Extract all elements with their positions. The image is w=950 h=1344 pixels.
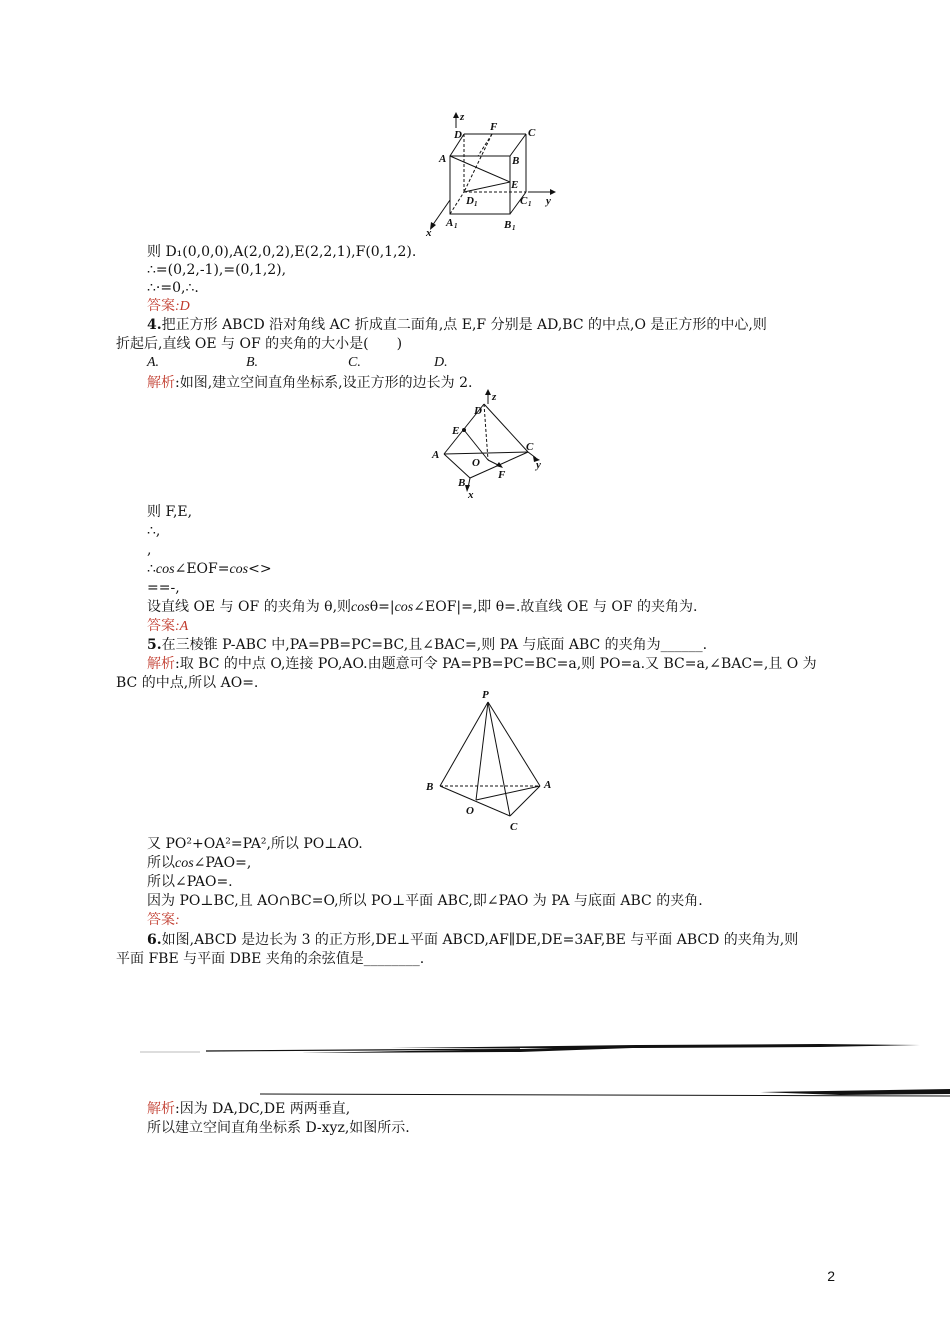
label-C1-sub: 1 [528, 200, 532, 208]
label-F: F [490, 121, 498, 133]
analysis-label: 解析 [147, 375, 175, 391]
label-A1: A [446, 217, 454, 229]
block3-line1: 又 PO²+OA²=PA²,所以 PO⊥AO. [147, 836, 363, 852]
q5-number: 5. [147, 637, 162, 653]
label-A1-sub: 1 [454, 222, 458, 230]
label-z: z [492, 391, 497, 403]
analysis-text: :如图,建立空间直角坐标系,设正方形的边长为 2. [175, 375, 473, 391]
label-y: y [536, 459, 541, 471]
block3-line3: 所以∠PAO=. [147, 874, 233, 890]
block2-line1: 则 F,E, [147, 504, 193, 520]
page-number: 2 [827, 1268, 835, 1284]
q6-number: 6. [147, 932, 162, 948]
label-D: D [454, 129, 462, 141]
label-D1-sub: 1 [474, 200, 478, 208]
label-B1: B [504, 219, 512, 231]
label-y: y [546, 195, 551, 207]
q4-analysis [147, 374, 472, 392]
scan-artifact [140, 1038, 950, 1108]
label-C: C [510, 821, 518, 833]
q4-text1: 把正方形 ABCD 沿对角线 AC 折成直二面角,点 E,F 分别是 AD,BC 的中点,O 是正方形的中心,则 [161, 317, 767, 333]
pyramid-figure [420, 688, 560, 836]
q5-line1: 5.在三棱锥 P-ABC 中,PA=PB=PC=BC,且∠BAC=,则 PA 与底面 ABC 的夹角为______. [147, 637, 708, 653]
label-C1: C [520, 195, 528, 207]
q5-analysis: 解析:取 BC 的中点 O,连接 PO,AO.由题意可令 PA=PB=PC=BC=a,则 PO=a.又 BC=a,∠BAC=,且 O 为 [147, 656, 817, 672]
label-O: O [466, 805, 474, 817]
q6-line1: 6.如图,ABCD 是边长为 3 的正方形,DE⊥平面 ABCD,AF∥DE,DE=3AF,BE 与平面 ABCD 的夹角为,则 [147, 932, 799, 948]
label-B: B [458, 477, 466, 489]
block2-line5: ==-, [147, 580, 180, 596]
label-A: A [544, 779, 552, 791]
block1-line3: ∴·=0,∴. [147, 280, 199, 296]
q4-line1 [147, 316, 767, 334]
answer-value: :D [175, 299, 190, 314]
block1-line1: 则 D₁(0,0,0),A(2,0,2),E(2,2,1),F(0,1,2). [147, 244, 417, 260]
answer-2: 答案:A [147, 618, 189, 634]
label-z: z [460, 111, 465, 123]
q6-line2: 平面 FBE 与平面 DBE 夹角的余弦值是________. [116, 951, 425, 967]
label-C: C [526, 441, 534, 453]
label-E: E [452, 425, 460, 437]
label-C: C [528, 127, 536, 139]
q4-number: 4. [147, 317, 162, 333]
block3-line2: 所以cos∠PAO=, [147, 855, 252, 871]
label-B: B [426, 781, 434, 793]
label-D1: D [466, 195, 474, 207]
block2-line6: 设直线 OE 与 OF 的夹角为 θ,则cosθ=|cos∠EOF|=,即 θ=.故直线 OE 与 OF 的夹角为. [147, 599, 698, 615]
q5-analysis-cont: BC 的中点,所以 AO=. [116, 675, 259, 691]
label-B: B [512, 155, 520, 167]
cube-figure [420, 110, 560, 240]
q4-option-b: B. [246, 355, 259, 370]
label-E: E [511, 179, 519, 191]
q4-option-c: C. [348, 355, 361, 370]
label-A: A [439, 153, 447, 165]
label-O: O [472, 457, 480, 469]
q6-analysis: 解析:因为 DA,DC,DE 两两垂直, [147, 1101, 351, 1117]
label-A: A [432, 449, 440, 461]
label-x: x [426, 227, 432, 239]
label-D: D [474, 405, 482, 417]
q4-line2: 折起后,直线 OE 与 OF 的夹角的大小是( ) [116, 336, 403, 352]
folded-square-figure [428, 388, 558, 500]
label-x: x [468, 489, 474, 500]
answer-1 [147, 297, 190, 316]
block2-line4: ∴cos∠EOF=cos<> [147, 561, 272, 577]
answer-3: 答案: [147, 912, 180, 928]
q4-option-d: D. [434, 355, 448, 370]
label-B1-sub: 1 [512, 224, 516, 232]
q6-last-line: 所以建立空间直角坐标系 D-xyz,如图所示. [147, 1120, 410, 1136]
q4-option-a: A. [147, 355, 160, 370]
block2-line3: , [147, 542, 152, 558]
label-F: F [498, 469, 506, 481]
block3-line4: 因为 PO⊥BC,且 AO∩BC=O,所以 PO⊥平面 ABC,即∠PAO 为 PA 与底面 ABC 的夹角. [147, 893, 703, 909]
block2-line2: ∴, [147, 523, 161, 539]
answer-label: 答案 [147, 298, 175, 314]
label-P: P [482, 689, 489, 701]
block1-line2: ∴=(0,2,-1),=(0,1,2), [147, 262, 287, 278]
